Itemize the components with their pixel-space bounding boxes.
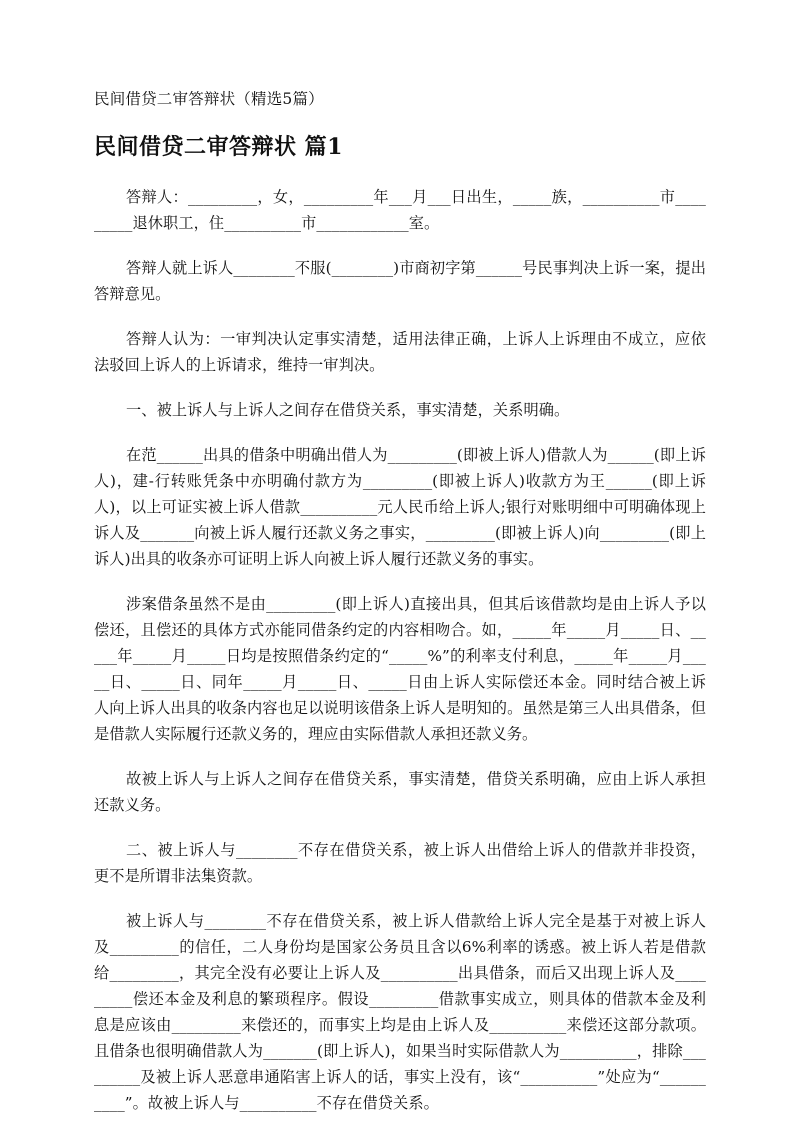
paragraph-repayment: 涉案借条虽然不是由_________(即上诉人)直接出具，但其后该借款均是由上诉人予以偿还，且偿还的具体方式亦能同借条约定的内容相吻合。如，_____年_____月_____日、_____年_____月_____日均是按照借条约定的“_____%”的利率支付利息，_____年_____月_____日、_____日、同年_____月_____日、_____日由上诉人实际偿还本金。同时结合被上诉人向上诉人出具的收条内容也足以说明该借条上诉人是明知的。虽然是第三人出具借条，但是借款人实际履行还款义务的，理应由实际借款人承担还款义务。 (94, 595, 706, 743)
paragraph-no-lending-relation: 被上诉人与________不存在借贷关系，被上诉人借款给上诉人完全是基于对被上诉人及_________的信任，二人身份均是国家公务员且含以6%利率的诱惑。被上诉人若是借款给_________，其完全没有必要让上诉人及__________出具借条，而后又出现上诉人及_________偿还本金及利息的繁琐程序。假设_________借款事实成立，则具体的借款本金及利息是应该由_________来偿还的，而事实上均是由上诉人及__________来偿还这部分款项。且借条也很明确借款人为_______(即上诉人)，如果当时实际借款人为__________，排除_________及被上诉人恶意串通陷害上诉人的话，事实上没有，该“__________”处应为“__________”。故被上诉人与__________不存在借贷关系。 (94, 912, 706, 1112)
paragraph-conclusion-one: 故被上诉人与上诉人之间存在借贷关系，事实清楚，借贷关系明确，应由上诉人承担还款义务。 (94, 770, 706, 814)
paragraph-opinion: 答辩人认为：一审判决认定事实清楚，适用法律正确，上诉人上诉理由不成立，应依法驳回上诉人的上诉请求，维持一审判决。 (94, 330, 706, 374)
document-title: 民间借贷二审答辩状 篇1 (94, 134, 343, 160)
document-subtitle: 民间借贷二审答辩状（精选5篇） (94, 90, 324, 108)
paragraph-evidence: 在范______出具的借条中明确出借人为_________(即被上诉人)借款人为______(即上诉人)，建-行转账凭条中亦明确付款方为_________(即被上诉人)收款方为王______(即上诉人)，以上可证实被上诉人借款__________元人民币给上诉人;银行对账明细中可明确体现上诉人及_______向被上诉人履行还款义务之事实，_________(即被上诉人)向_________(即上诉人)出具的收条亦可证明上诉人向被上诉人履行还款义务的事实。 (94, 446, 706, 568)
paragraph-point-one-heading: 一、被上诉人与上诉人之间存在借贷关系，事实清楚，关系明确。 (126, 401, 570, 419)
paragraph-point-two-heading: 二、被上诉人与________不存在借贷关系，被上诉人出借给上诉人的借款并非投资，更不是所谓非法集资款。 (94, 841, 706, 885)
paragraph-case-intro: 答辩人就上诉人________不服(________)市商初字第______号民事判决上诉一案，提出答辩意见。 (94, 259, 706, 303)
document-page (94, 88, 706, 1135)
paragraph-respondent-info: 答辩人：_________，女，_________年___月___日出生，_____族，__________市_________退休职工，住__________市____________室。 (94, 188, 706, 232)
